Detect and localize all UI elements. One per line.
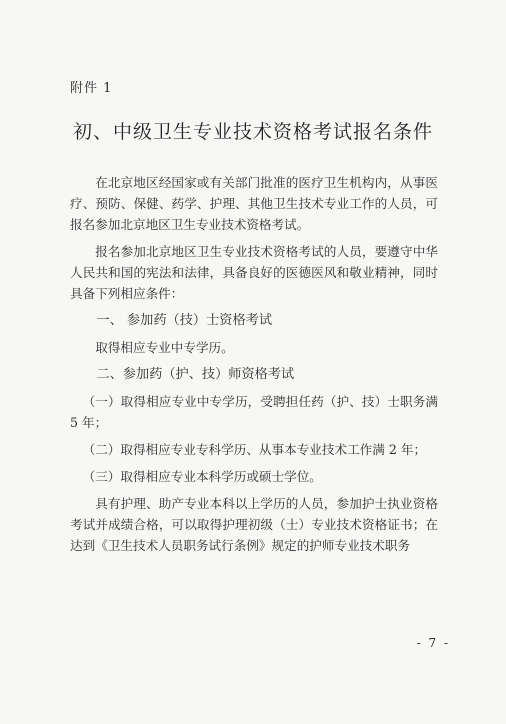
section-2-item-3: （三）取得相应专业本科学历或硕士学位。 <box>82 469 322 484</box>
section-2-heading: 二、参加药（护、技）师资格考试 <box>96 367 295 382</box>
document-title: 初、中级卫生专业技术资格考试报名条件 <box>72 121 433 143</box>
section-1-heading: 一、 参加药（技）士资格考试 <box>96 313 273 328</box>
section-2-item-1: （一）取得相应专业中专学历，受聘担任药（护、技）士职务满 5 年； <box>70 394 438 430</box>
annex-label: 附件 1 <box>70 81 113 96</box>
page-number: - 7 - <box>416 636 450 650</box>
paragraph-general-requirements: 报名参加北京地区卫生专业技术资格考试的人员，要遵守中华人民共和国的宪法和法律，具备良好的医德医风和敬业精神，同时具备下列相应条件： <box>70 244 438 301</box>
paragraph-eligibility-scope: 在北京地区经国家或有关部门批准的医疗卫生机构内，从事医疗、预防、保健、药学、护理、其他卫生技术专业工作的人员，可报名参加北京地区卫生专业技术资格考试。 <box>70 175 438 232</box>
section-2-item-2: （二）取得相应专业专科学历、从事本专业技术工作满 2 年； <box>82 442 427 457</box>
section-1-text: 取得相应专业中专学历。 <box>95 340 234 355</box>
paragraph-closing: 具有护理、助产专业本科以上学历的人员，参加护士执业资格考试并成绩合格，可以取得护理初级（士）专业技术资格证书；在达到《卫生技术人员职务试行条例》规定的护师专业技术职务 <box>70 496 438 553</box>
document-body <box>70 172 438 562</box>
